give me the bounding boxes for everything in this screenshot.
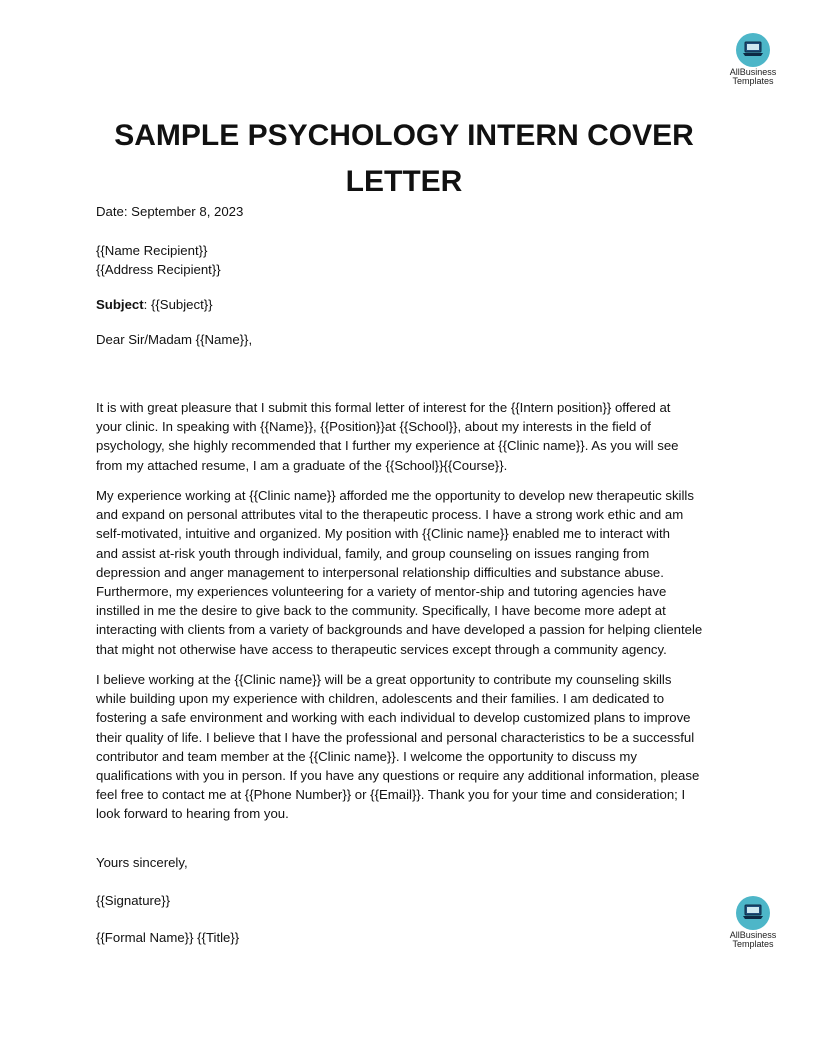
closing: Yours sincerely, — [96, 855, 188, 870]
paragraph-line: It is with great pleasure that I submit this formal letter of interest for the {{Intern position}} offered at — [96, 400, 671, 415]
paragraph-line: instilled in me the desire to give back to the community. Specifically, I have become more adept at — [96, 603, 666, 619]
paragraph-line: qualifications with you in person. If you have any questions or require any additional information, please — [96, 768, 700, 784]
letter-date: Date: September 8, 2023 — [96, 204, 244, 219]
page-title — [96, 113, 712, 205]
recipient-block — [96, 241, 221, 279]
signature-placeholder: {{Signature}} — [96, 893, 171, 908]
paragraph-line: and expand on personal attributes vital to the therapeutic process. I have a strong work ethic and am — [96, 507, 684, 523]
paragraph-line: from my attached resume, I am a graduate of the {{School}}{{Course}}. — [96, 457, 508, 473]
laptop-icon — [736, 896, 770, 930]
allbusiness-logo-bottom[interactable] — [713, 896, 793, 949]
paragraph-line: look forward to hearing from you. — [96, 806, 289, 822]
title-line-2: LETTER — [345, 165, 463, 198]
subject-value: : {{Subject}} — [143, 297, 213, 312]
paragraph-2 — [96, 486, 720, 659]
paragraph-line: contributor and team member at the {{Clinic name}}. I welcome the opportunity to discuss my — [96, 748, 637, 764]
paragraph-line: My experience working at {{Clinic name}} afforded me the opportunity to develop new therapeutic skills — [96, 488, 694, 503]
title-line-1: SAMPLE PSYCHOLOGY INTERN COVER — [114, 119, 694, 152]
paragraph-line: fostering a safe environment and working with each individual to develop customized plans to improve — [96, 710, 691, 726]
paragraph-line: while building upon my experience with children, adolescents and their families. I am dedicated to — [96, 691, 665, 707]
salutation: Dear Sir/Madam {{Name}}, — [96, 332, 253, 347]
logo-text-line2: Templates — [732, 76, 774, 86]
logo-text-line1: AllBusiness — [729, 930, 777, 940]
subject-line — [96, 295, 213, 314]
paragraph-line: and assist at-risk youth through individual, family, and group counseling on issues ranging from — [96, 545, 650, 561]
paragraph-line: interacting with clients from a variety of backgrounds and have developed a passion for helping clientele — [96, 622, 703, 638]
paragraph-line: depression and anger management to interpersonal relationship difficulties and substance abuse. — [96, 564, 664, 580]
logo-text-line1: AllBusiness — [729, 67, 777, 77]
logo-text-line2: Templates — [732, 939, 774, 949]
recipient-name: {{Name Recipient}} — [96, 243, 208, 258]
paragraph-line: Furthermore, my experiences volunteering for a variety of mentor-ship and tutoring agencies have — [96, 584, 667, 600]
formal-name-title: {{Formal Name}} {{Title}} — [96, 930, 240, 945]
allbusiness-logo-top[interactable] — [713, 33, 793, 86]
paragraph-3 — [96, 670, 720, 824]
paragraph-line: I believe working at the {{Clinic name}} will be a great opportunity to contribute my counseling skills — [96, 672, 672, 687]
laptop-icon — [736, 33, 770, 67]
subject-label: Subject — [96, 297, 144, 312]
paragraph-line: feel free to contact me at {{Phone Number}} or {{Email}}. Thank you for your time and consideration; I — [96, 787, 686, 803]
paragraph-line: psychology, she highly recommended that I further my experience at {{Clinic name}}. As you will see — [96, 438, 679, 454]
paragraph-line: that might not otherwise have access to therapeutic services except through a community agency. — [96, 641, 667, 657]
paragraph-line: their quality of life. I believe that I have the professional and personal characteristics to be a successful — [96, 729, 695, 745]
paragraph-line: your clinic. In speaking with {{Name}}, {{Position}}at {{School}}, about my interests in the field of — [96, 419, 651, 435]
paragraph-1 — [96, 398, 720, 475]
paragraph-line: self-motivated, intuitive and organized. My position with {{Clinic name}} enabled me to interact with — [96, 526, 670, 542]
recipient-address: {{Address Recipient}} — [96, 262, 221, 278]
